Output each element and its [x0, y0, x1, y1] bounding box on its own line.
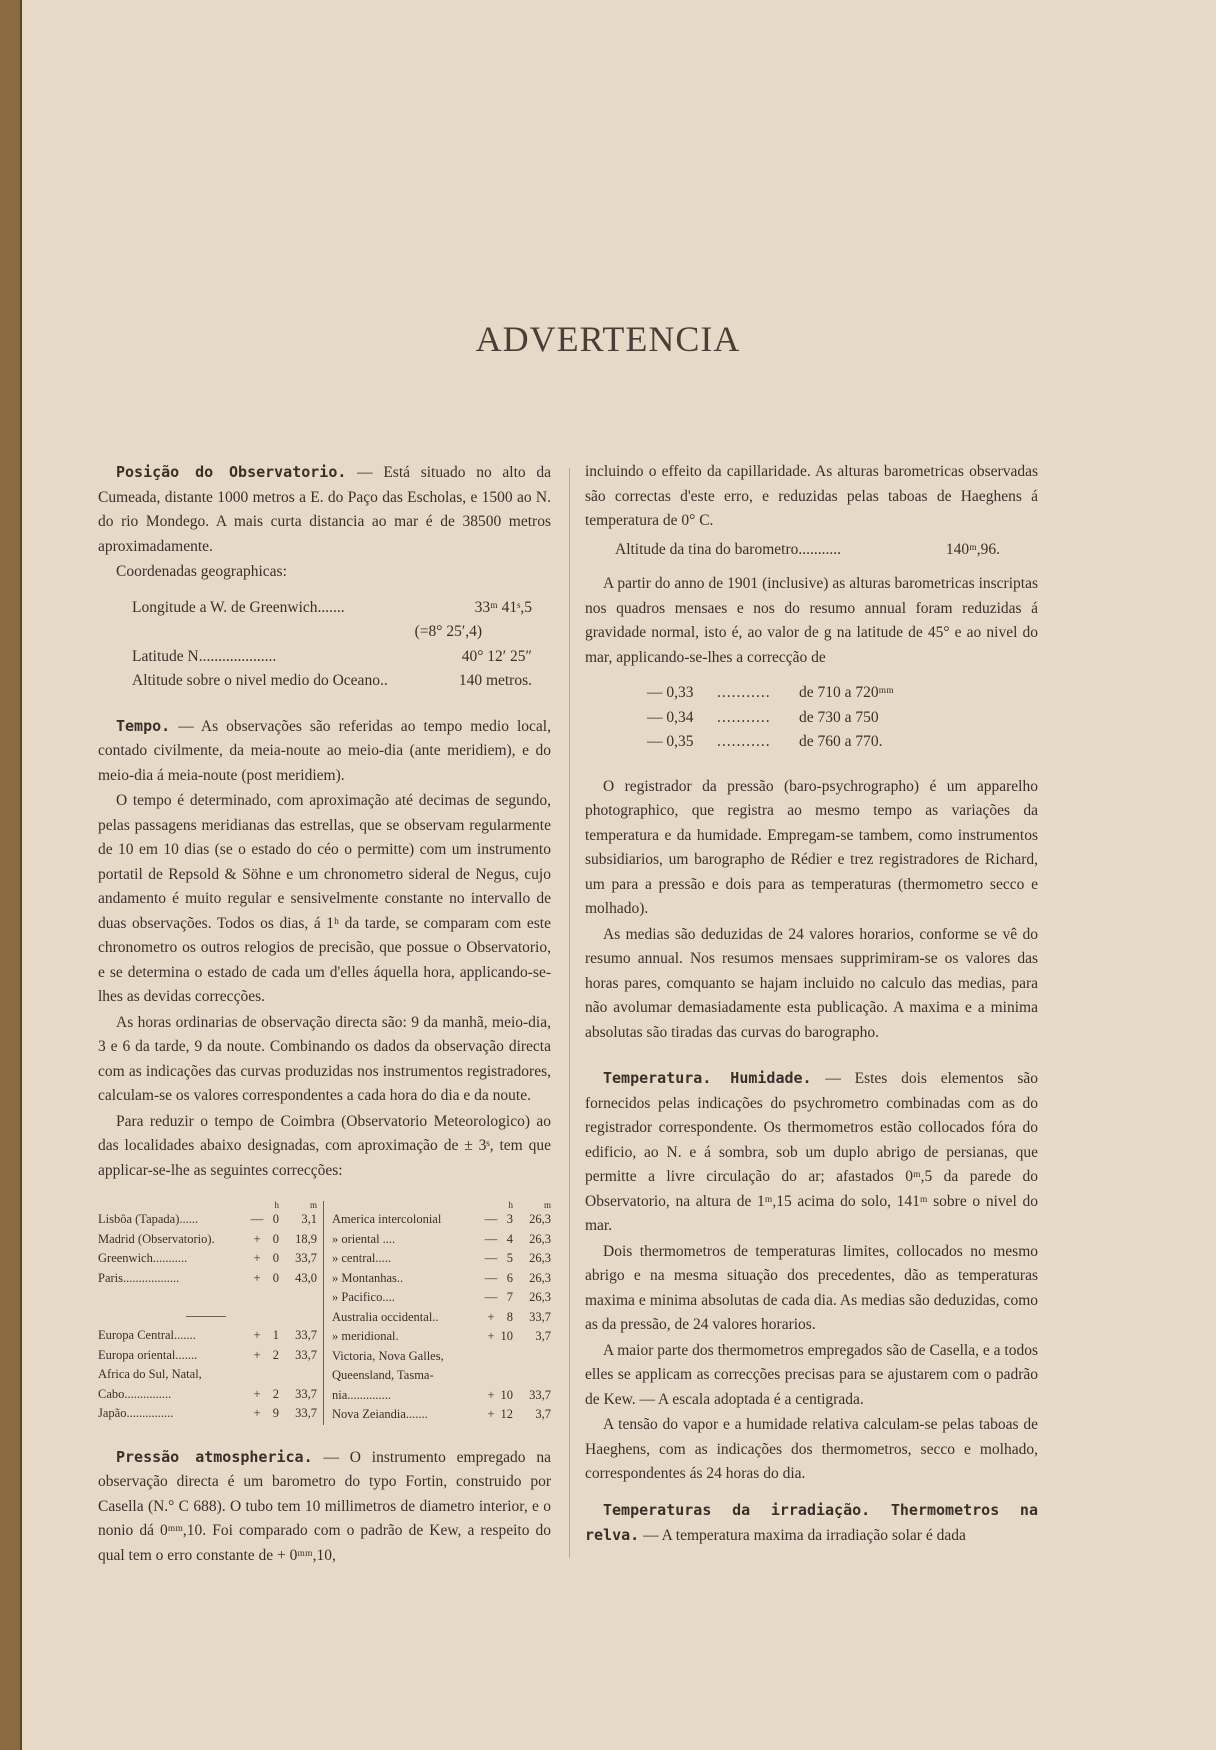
paragraph: As horas ordinarias de observação directa são: 9 da manhã, meio-dia, 3 e 6 da tarde, 9 da noute. Combinando os dados da observação directa com as indicações das curvas produzidas nos instrumentos registradores, calculam-se os valores correspondentes a cada hora do dia e da noute.: [98, 1013, 551, 1104]
paragraph: As medias são deduzidas de 24 valores horarios, conforme se vê do resumo annual. Nos resumos mensaes supprimiram-se os valores das horas pares, comquanto se hajam incluido no calculo das medias, para não avolumar demasiadamente esta publicação. A maxima e a minima absolutas são tiradas das curvas do barographo.: [585, 925, 1038, 1041]
table-row: » Pacifico.... — 7 26,3: [332, 1290, 551, 1304]
heading-irradiacao: Temperaturas da irradiação. Thermometros na relva.: [585, 1500, 1038, 1544]
longitude-label: Longitude a W. de Greenwich.......: [132, 598, 345, 616]
latitude-value: 40° 12′ 25″: [461, 647, 532, 665]
table-row: Queensland, Tasma-: [332, 1368, 434, 1382]
section-pressao: Pressão atmospherica. — O instrumento empregado na observação directa é um barometro do typo Fortin, construido por Casella (N.° C 688). O tubo tem 10 millimetros de diametro interior, e o nonio dá 0ᵐᵐ,10. Foi comparado com o padrão de Kew, a respeito do qual tem o erro constante de + 0ᵐᵐ,10,: [98, 1447, 551, 1564]
coords-label: Coordenadas geographicas:: [116, 563, 287, 580]
table-row: » central..... — 5 26,3: [332, 1251, 551, 1265]
paragraph: A maior parte dos thermometros empregados são de Casella, e a todos elles se applicam as correcções precisas para se ajustarem com o padrão de Kew. — A escala adoptada é a centigrada.: [585, 1341, 1038, 1408]
time-corrections-table: [98, 1201, 551, 1425]
table-row: » meridional. + 10 3,7: [332, 1329, 551, 1343]
table-units: h m: [508, 1200, 551, 1210]
gravity-corrections: [647, 681, 1038, 755]
heading-temperatura: Temperatura. Humidade.: [603, 1069, 812, 1087]
correction-row: — 0,33 ........... de 710 a 720ᵐᵐ: [647, 684, 894, 701]
section-temperatura: Temperatura. Humidade. — Estes dois elementos são fornecidos pelas indicações do psychrometro combinadas com as do registrador correspondente. Os thermometros estão collocados fóra do edificio, ao N. e á sombra, sob um duplo abrigo de persianas, que permitte a livre circulação do ar; afastados 0ᵐ,5 da parede do Observatorio, na altura de 1ᵐ,15 acima do solo, 141ᵐ sobre o nivel do mar.: [585, 1069, 1038, 1234]
right-column: [585, 460, 1038, 1550]
column-divider: [569, 468, 570, 1558]
table-row: Africa do Sul, Natal,: [98, 1367, 202, 1381]
heading-posicao: Posição do Observatorio.: [116, 463, 347, 481]
coordinates-block: [132, 596, 532, 694]
paragraph: incluindo o effeito da capillaridade. As alturas barometricas observadas são correctas d'este erro, e reduzidas pelas taboas de Haeghens á temperatura de 0° C.: [585, 463, 1038, 529]
paragraph: A partir do anno de 1901 (inclusive) as alturas barometricas inscriptas nos quadros mensaes e nos do resumo annual foram reduzidas á gravidade normal, isto é, ao valor de g na latitude de 45° e ao nivel do mar, applicando-se-lhes a correcção de: [585, 575, 1038, 666]
table-units: h m: [274, 1200, 317, 1210]
section-posicao: Posição do Observatorio. — Está situado no alto da Cumeada, distante 1000 metros a E. do Paço das Escholas, e 1500 ao N. do rio Mondego. A mais curta distancia ao mar é de 38500 metros aproximadamente.: [98, 463, 551, 555]
page-title: ADVERTENCIA: [475, 319, 741, 359]
table-row: » Montanhas.. — 6 26,3: [332, 1270, 551, 1285]
paragraph: A tensão do vapor e a humidade relativa calculam-se pelas taboas de Haeghens, com as indicações dos thermometros, secco e molhado, correspondentes ás 24 horas do dia.: [585, 1416, 1038, 1482]
latitude-label: Latitude N....................: [132, 647, 277, 665]
table-row: Greenwich........... + 0 33,7: [98, 1251, 317, 1265]
correction-row: — 0,35 ........... de 760 a 770.: [647, 733, 883, 750]
table-row: Cabo............... + 2 33,7: [98, 1386, 317, 1401]
paragraph: Dois thermometros de temperaturas limites, collocados no mesmo abrigo e na mesma situação dos precedentes, dão as temperaturas maxima e minima absolutas de cada dia. As medias são deduzidas, como as da pressão, de 24 valores horarios.: [585, 1242, 1038, 1333]
table-row: nia.............. + 10 33,7: [332, 1387, 551, 1402]
correction-row: — 0,34 ........... de 730 a 750: [647, 708, 879, 726]
book-binding-edge: [0, 0, 22, 1750]
heading-tempo: Tempo.: [116, 716, 171, 735]
table-row: Victoria, Nova Galles,: [332, 1348, 444, 1363]
barometer-altitude: Altitude da tina do barometro........... 140ᵐ,96.: [615, 540, 1000, 558]
time-table-right: [324, 1201, 551, 1425]
table-row: Australia occidental.. + 8 33,7: [332, 1309, 551, 1324]
section-tempo: Tempo. — As observações são referidas ao tempo medio local, contado civilmente, da meia-noute ao meio-dia (ante meridiem), e do meio-dia á meia-noute (post meridiem).: [98, 716, 551, 784]
left-column: [98, 460, 551, 1569]
longitude-sub: (=8° 25′,4): [414, 623, 482, 640]
time-table-left: [98, 1201, 324, 1425]
altitude-label: Altitude sobre o nivel medio do Oceano..: [132, 672, 388, 689]
longitude-value: 33ᵐ 41ˢ,5: [474, 598, 532, 616]
table-row: Madrid (Observatorio). + 0 18,9: [98, 1231, 317, 1246]
table-row: Paris.................. + 0 43,0: [98, 1270, 317, 1285]
paragraph: O tempo é determinado, com aproximação até decimas de segundo, pelas passagens meridianas das estrellas, que se observam regularmente de 10 em 10 dias (se o estado do céo o permitte) com um instrumento portatil de Repsold & Söhne e um chronometro sideral de Negus, cujo andamento é muito regular e sensivelmente constante no intervallo de duas observações. Todos os dias, á 1ʰ da tarde, se comparam com este chronometro os outros relogios de precisão, que possue o Observatorio, e se determina o estado de cada um d'elles áquella hora, applicando-se-lhes as devidas correcções.: [98, 792, 551, 1005]
paragraph: Para reduzir o tempo de Coimbra (Observatorio Meteorologico) ao das localidades abaixo designadas, com aproximação de ± 3ˢ, tem que applicar-se-lhe as seguintes correcções:: [98, 1112, 551, 1179]
table-row: Lisbôa (Tapada)...... — 0 3,1: [98, 1212, 317, 1226]
table-row: » oriental .... — 4 26,3: [332, 1231, 551, 1246]
table-row: Japão............... + 9 33,7: [98, 1406, 317, 1420]
altitude-value: 140 metros.: [458, 672, 532, 689]
table-row: America intercolonial — 3 26,3: [332, 1212, 551, 1226]
section-irradiacao: Temperaturas da irradiação. Thermometros na relva. — A temperatura maxima da irradiação solar é dada: [585, 1500, 1038, 1544]
heading-pressao: Pressão atmospherica.: [116, 1447, 313, 1466]
table-row: Nova Zeiandia....... + 12 3,7: [332, 1407, 551, 1421]
paragraph: O registrador da pressão (baro-psychrographo) é um apparelho photographico, que registra ao mesmo tempo as variações da temperatura e da humidade. Empregam-se tambem, como instrumentos subsidiarios, um barographo de Rédier e trez registradores de Richard, um para a pressão e dois para as temperaturas (thermometro secco e molhado).: [585, 777, 1038, 917]
table-row: Europa Central....... + 1 33,7: [98, 1328, 317, 1342]
table-row: Europa oriental....... + 2 33,7: [98, 1347, 317, 1362]
